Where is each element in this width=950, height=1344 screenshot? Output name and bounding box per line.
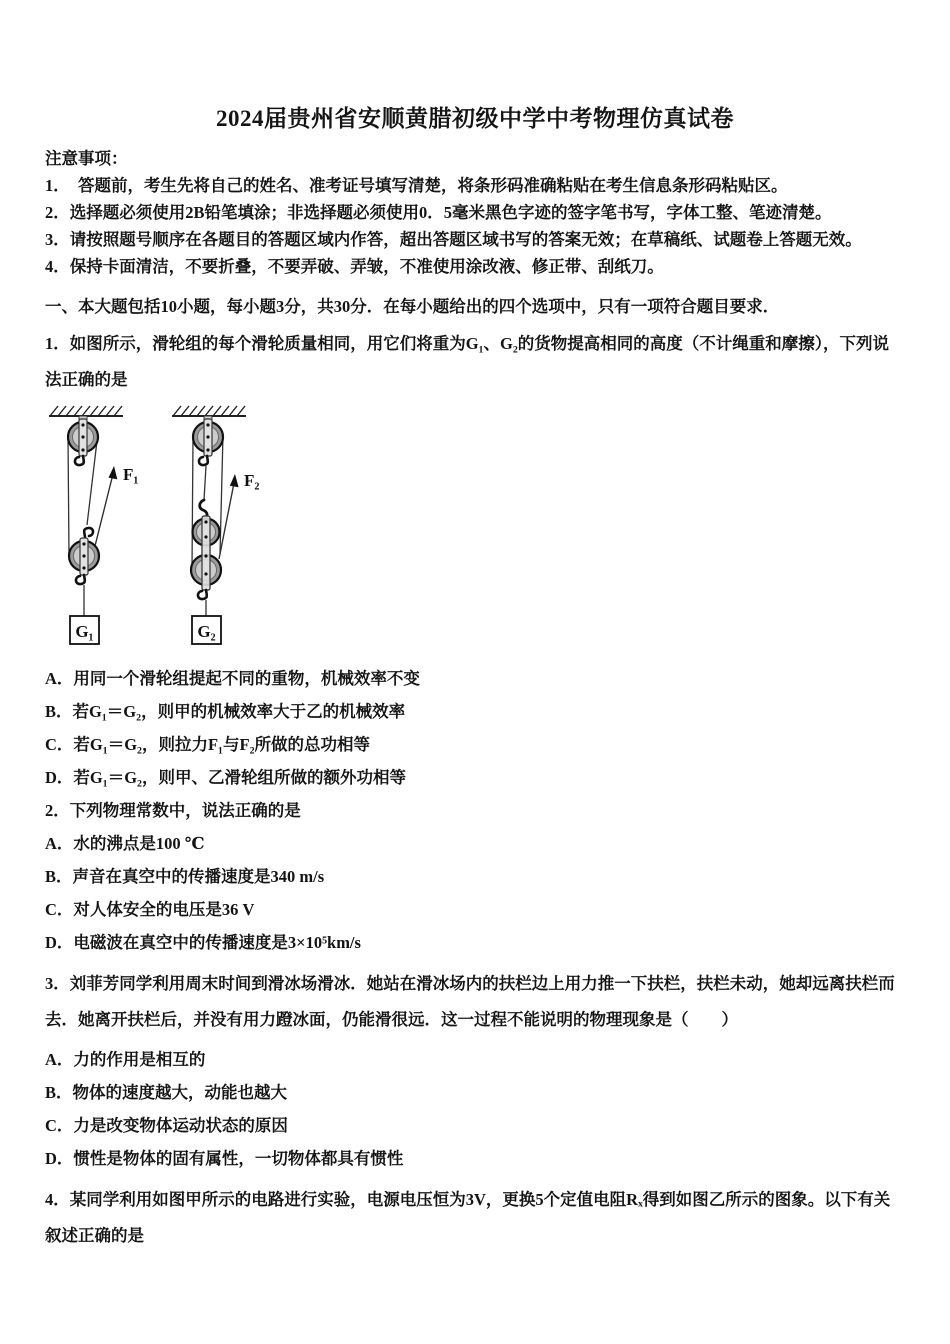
- option: D．惯性是物体的固有属性，一切物体都具有惯性: [45, 1149, 404, 1168]
- question-2-options: [45, 834, 905, 953]
- force-f1-label: F₁: [123, 465, 139, 484]
- option: A．水的沸点是100 ℃: [45, 834, 205, 853]
- pulley-figure-svg: [45, 404, 330, 652]
- weight-g1-label: G₁: [75, 622, 94, 641]
- force-f2-label: F₂: [244, 471, 260, 490]
- hook-icon: [198, 590, 207, 599]
- question-4-stem: 4．某同学利用如图甲所示的电路进行实验，电源电压恒为3V，更换5个定值电阻Rₓ得到如图乙所示的图象。以下有关叙述正确的是: [45, 1190, 891, 1245]
- ceiling-hatch: [173, 406, 245, 416]
- question-1-options: [45, 669, 905, 788]
- notice-heading: 注意事项：: [45, 149, 128, 168]
- option: A．用同一个滑轮组提起不同的重物，机械效率不变: [45, 669, 420, 688]
- question-3-options: [45, 1050, 905, 1169]
- hook-icon: [75, 456, 84, 465]
- option: D．若G₁＝G₂，则甲、乙滑轮组所做的额外功相等: [45, 768, 406, 787]
- question-1-stem: 1．如图所示，滑轮组的每个滑轮质量相同，用它们将重为G₁、G₂的货物提高相同的高度（不计绳重和摩擦），下列说法正确的是: [45, 334, 890, 389]
- option: B．若G₁＝G₂，则甲的机械效率大于乙的机械效率: [45, 702, 406, 721]
- ceiling-hatch: [50, 406, 122, 416]
- option: B．声音在真空中的传播速度是340 m/s: [45, 867, 325, 886]
- option: B．物体的速度越大，动能也越大: [45, 1083, 288, 1102]
- notice-item: 1． 答题前，考生先将自己的姓名、准考证号填写清楚，将条形码准确粘贴在考生信息条形码粘贴区。: [45, 176, 788, 195]
- pulley-system-jia: [49, 406, 138, 644]
- pulley-figure: [45, 404, 905, 657]
- notice-list: [45, 172, 905, 280]
- option: C．对人体安全的电压是36 V: [45, 900, 255, 919]
- question-2-stem: 2．下列物理常数中，说法正确的是: [45, 801, 301, 820]
- hook-icon: [84, 528, 93, 537]
- notice-item: 4．保持卡面清洁，不要折叠，不要弄破、弄皱，不准使用涂改液、修正带、刮纸刀。: [45, 257, 664, 276]
- option: C．力是改变物体运动状态的原因: [45, 1116, 288, 1135]
- notice-item: 3．请按照题号顺序在各题目的答题区域内作答，超出答题区域书写的答案无效；在草稿纸、试题卷上答题无效。: [45, 230, 862, 249]
- section-1-heading: 一、本大题包括10小题，每小题3分，共30分．在每小题给出的四个选项中，只有一项符合题目要求．: [45, 297, 780, 316]
- question-3-stem: 3．刘菲芳同学利用周末时间到滑冰场滑冰．她站在滑冰场内的扶栏边上用力推一下扶栏，扶栏未动，她却远离扶栏而去．她离开扶栏后，并没有用力蹬冰面，仍能滑很远．这一过程不能说明的物理现象是（ ）: [45, 974, 895, 1029]
- option: C．若G₁＝G₂，则拉力F₁与F₂所做的总功相等: [45, 735, 371, 754]
- option: A．力的作用是相互的: [45, 1050, 206, 1069]
- weight-g2-label: G₂: [197, 622, 216, 641]
- option: D．电磁波在真空中的传播速度是3×10⁵km/s: [45, 933, 361, 952]
- hook-icon: [199, 456, 208, 465]
- pulley-system-yi: [172, 406, 259, 644]
- notice-item: 2．选择题必须使用2B铅笔填涂；非选择题必须使用0．5毫米黑色字迹的签字笔书写，字体工整、笔迹清楚。: [45, 203, 832, 222]
- page-title: 2024届贵州省安顺黄腊初级中学中考物理仿真试卷: [216, 106, 734, 131]
- hook-icon: [76, 575, 85, 584]
